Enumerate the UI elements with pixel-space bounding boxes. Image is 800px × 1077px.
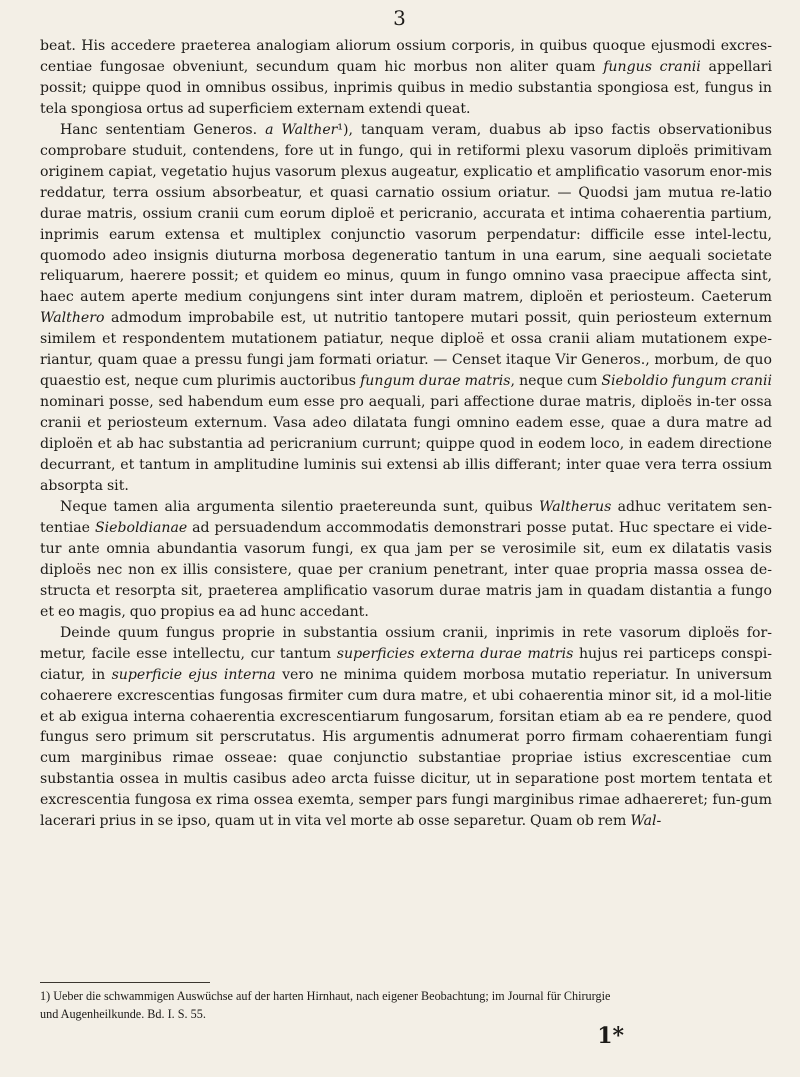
italic-text: superficies externa durae matris xyxy=(336,645,574,662)
text-run: hujus rei particeps conspi-ciatur, in xyxy=(40,645,772,683)
text-run: beat. His accedere praeterea analogiam aliorum ossium corporis, in quibus quoque ejusmodi excres-centiae fungosae obveniunt, secundum quam hic morbus non aliter quam xyxy=(40,38,772,75)
text-run: Neque tamen alia argumenta silentio praetereunda sunt, quibus xyxy=(60,498,539,515)
italic-text: a Walther xyxy=(265,121,338,138)
text-run: , neque cum xyxy=(510,373,602,390)
footnote-line-2: und Augenheilkunde. Bd. I. S. 55. xyxy=(40,1006,206,1021)
text-run: Hanc sententiam Generos. xyxy=(60,121,266,138)
footnote xyxy=(40,988,772,1023)
italic-text: Sieboldianae xyxy=(94,519,188,536)
text-run: ¹), tanquam veram, duabus ab ipso factis observationibus comprobare studuit, contendens, fore ut in fungo, qui in retiformi plexu vasorum diploës primitivam originem capiat, vegetatio hujus vasorum plexus augeatur, explicatio et amplificatio vasorum enor-mis reddatur, terra ossium absorbeatur, et quasi carnatio ossium oriatur. — Quodsi jam mutua re-latio durae matris, ossium cranii cum eorum diploë et pericranio, accurata et intima cohaerentia partium, inprimis earum extensa et multiplex conjunctio vasorum perpendatur: difficile esse intel-lectu, quomodo adeo insignis diuturna morbosa degeneratio tantum in una earum, sine aequali societate reliquarum, haerere possit; et quidem eo minus, quum in fungo omnino vasa praecipue affecta sint, haec autem aperte medium conjungens sint inter duram matrem, diploën et periosteum. Caeterum xyxy=(40,121,772,306)
footnote-line-1: 1) Ueber die schwammigen Auswüchse auf der harten Hirnhaut, nach eigener Beobachtung; im Journal für Chirurgie xyxy=(40,989,611,1003)
footnote-divider xyxy=(40,982,210,983)
text-run: adhuc veritatem sen-tentiae xyxy=(40,498,772,536)
text-run: admodum improbabile est, ut nutritio tantopere mutari possit, quin periosteum externum similem et respondentem mutationem patiatur, neque diploë et ossa cranii aliam mutationem expe-riantur, quam quae a pressu fungi jam formati oriatur. — Censet itaque Vir Generos., morbum, de quo quaestio est, neque cum plurimis auctoribus xyxy=(40,310,772,390)
paragraph xyxy=(40,120,772,497)
italic-text: Walthero xyxy=(40,310,105,327)
signature-mark: 1* xyxy=(597,1023,624,1049)
text-run: nominari posse, sed habendum eum esse pro aequali, pari affectione durae matris, diploës in-ter ossa cranii et periosteum externum. Vasa adeo dilatata fungi omnino eadem esse, quae a dura matre ad diploën et ab hac substantia ad pericranium currunt; quippe quod in eodem loco, in eadem directione decurrant, et tantum in amplitudine luminis sui extensi ab illis differant; inter quae vera terra ossium absorpta sit. xyxy=(40,394,772,495)
paragraph xyxy=(40,36,772,120)
italic-text: Sieboldio fungum cranii xyxy=(601,373,773,390)
text-run: vero ne minima quidem morbosa mutatio reperiatur. In universum cohaerere excrescentias fungosas firmiter cum dura matre, et ubi cohaerentia minor sit, id a mol-litie et ab exigua interna cohaerentia excrescentiarum fungosarum, forsitan etiam ab ea re pendere, quod fungus sero primum sit perscrutatus. His argumentis adnumerat porro firmam cohaerentiam fungi cum marginibus rimae osseae: quae conjunctio substantiae propriae istius excrescentiae cum substantia ossea in multis casibus adeo arcta fuisse dicitur, ut in separatione post mortem tentata et excrescentia fungosa ex rima ossea exemta, semper pars fungi marginibus rimae adhaereret; fun-gum lacerari prius in se ipso, quam ut in vita vel morte ab osse separetur. Quam ob rem xyxy=(40,666,773,830)
text-run: appellari possit; quippe quod in omnibus ossibus, inprimis quibus in medio substantia spongiosa est, fungus in tela spongiosa ortus ad superficiem externam extendi queat. xyxy=(40,58,772,117)
italic-text: superficie ejus interna xyxy=(111,666,276,683)
text-run: Deinde quum fungus proprie in substantia ossium cranii, inprimis in rete vasorum diploës for-metur, facile esse intellectu, cur tantum xyxy=(40,624,772,662)
italic-text: Waltherus xyxy=(539,498,612,515)
main-text xyxy=(40,36,772,832)
text-run: ad persuadendum accommodatis demonstrari posse putat. Huc spectare ei vide-tur ante omnia abundantia vasorum fungi, ex qua jam per se verosimile sit, eum ex dilatatis vasis diploës nec non ex illis consistere, quae per cranium penetrant, inter quae propria massa ossea de-structa et resorpta sit, praeterea amplificatio vasorum durae matris jam in quadam distantia a fungo et eo magis, quo propius ea ad hunc accedant. xyxy=(40,519,772,620)
italic-text: fungus cranii xyxy=(603,58,701,75)
paragraph xyxy=(40,623,772,833)
paragraph xyxy=(40,497,772,623)
page-number: 3 xyxy=(393,6,407,30)
italic-text: fungum durae matris xyxy=(360,373,511,390)
italic-text: Wal- xyxy=(630,813,662,830)
